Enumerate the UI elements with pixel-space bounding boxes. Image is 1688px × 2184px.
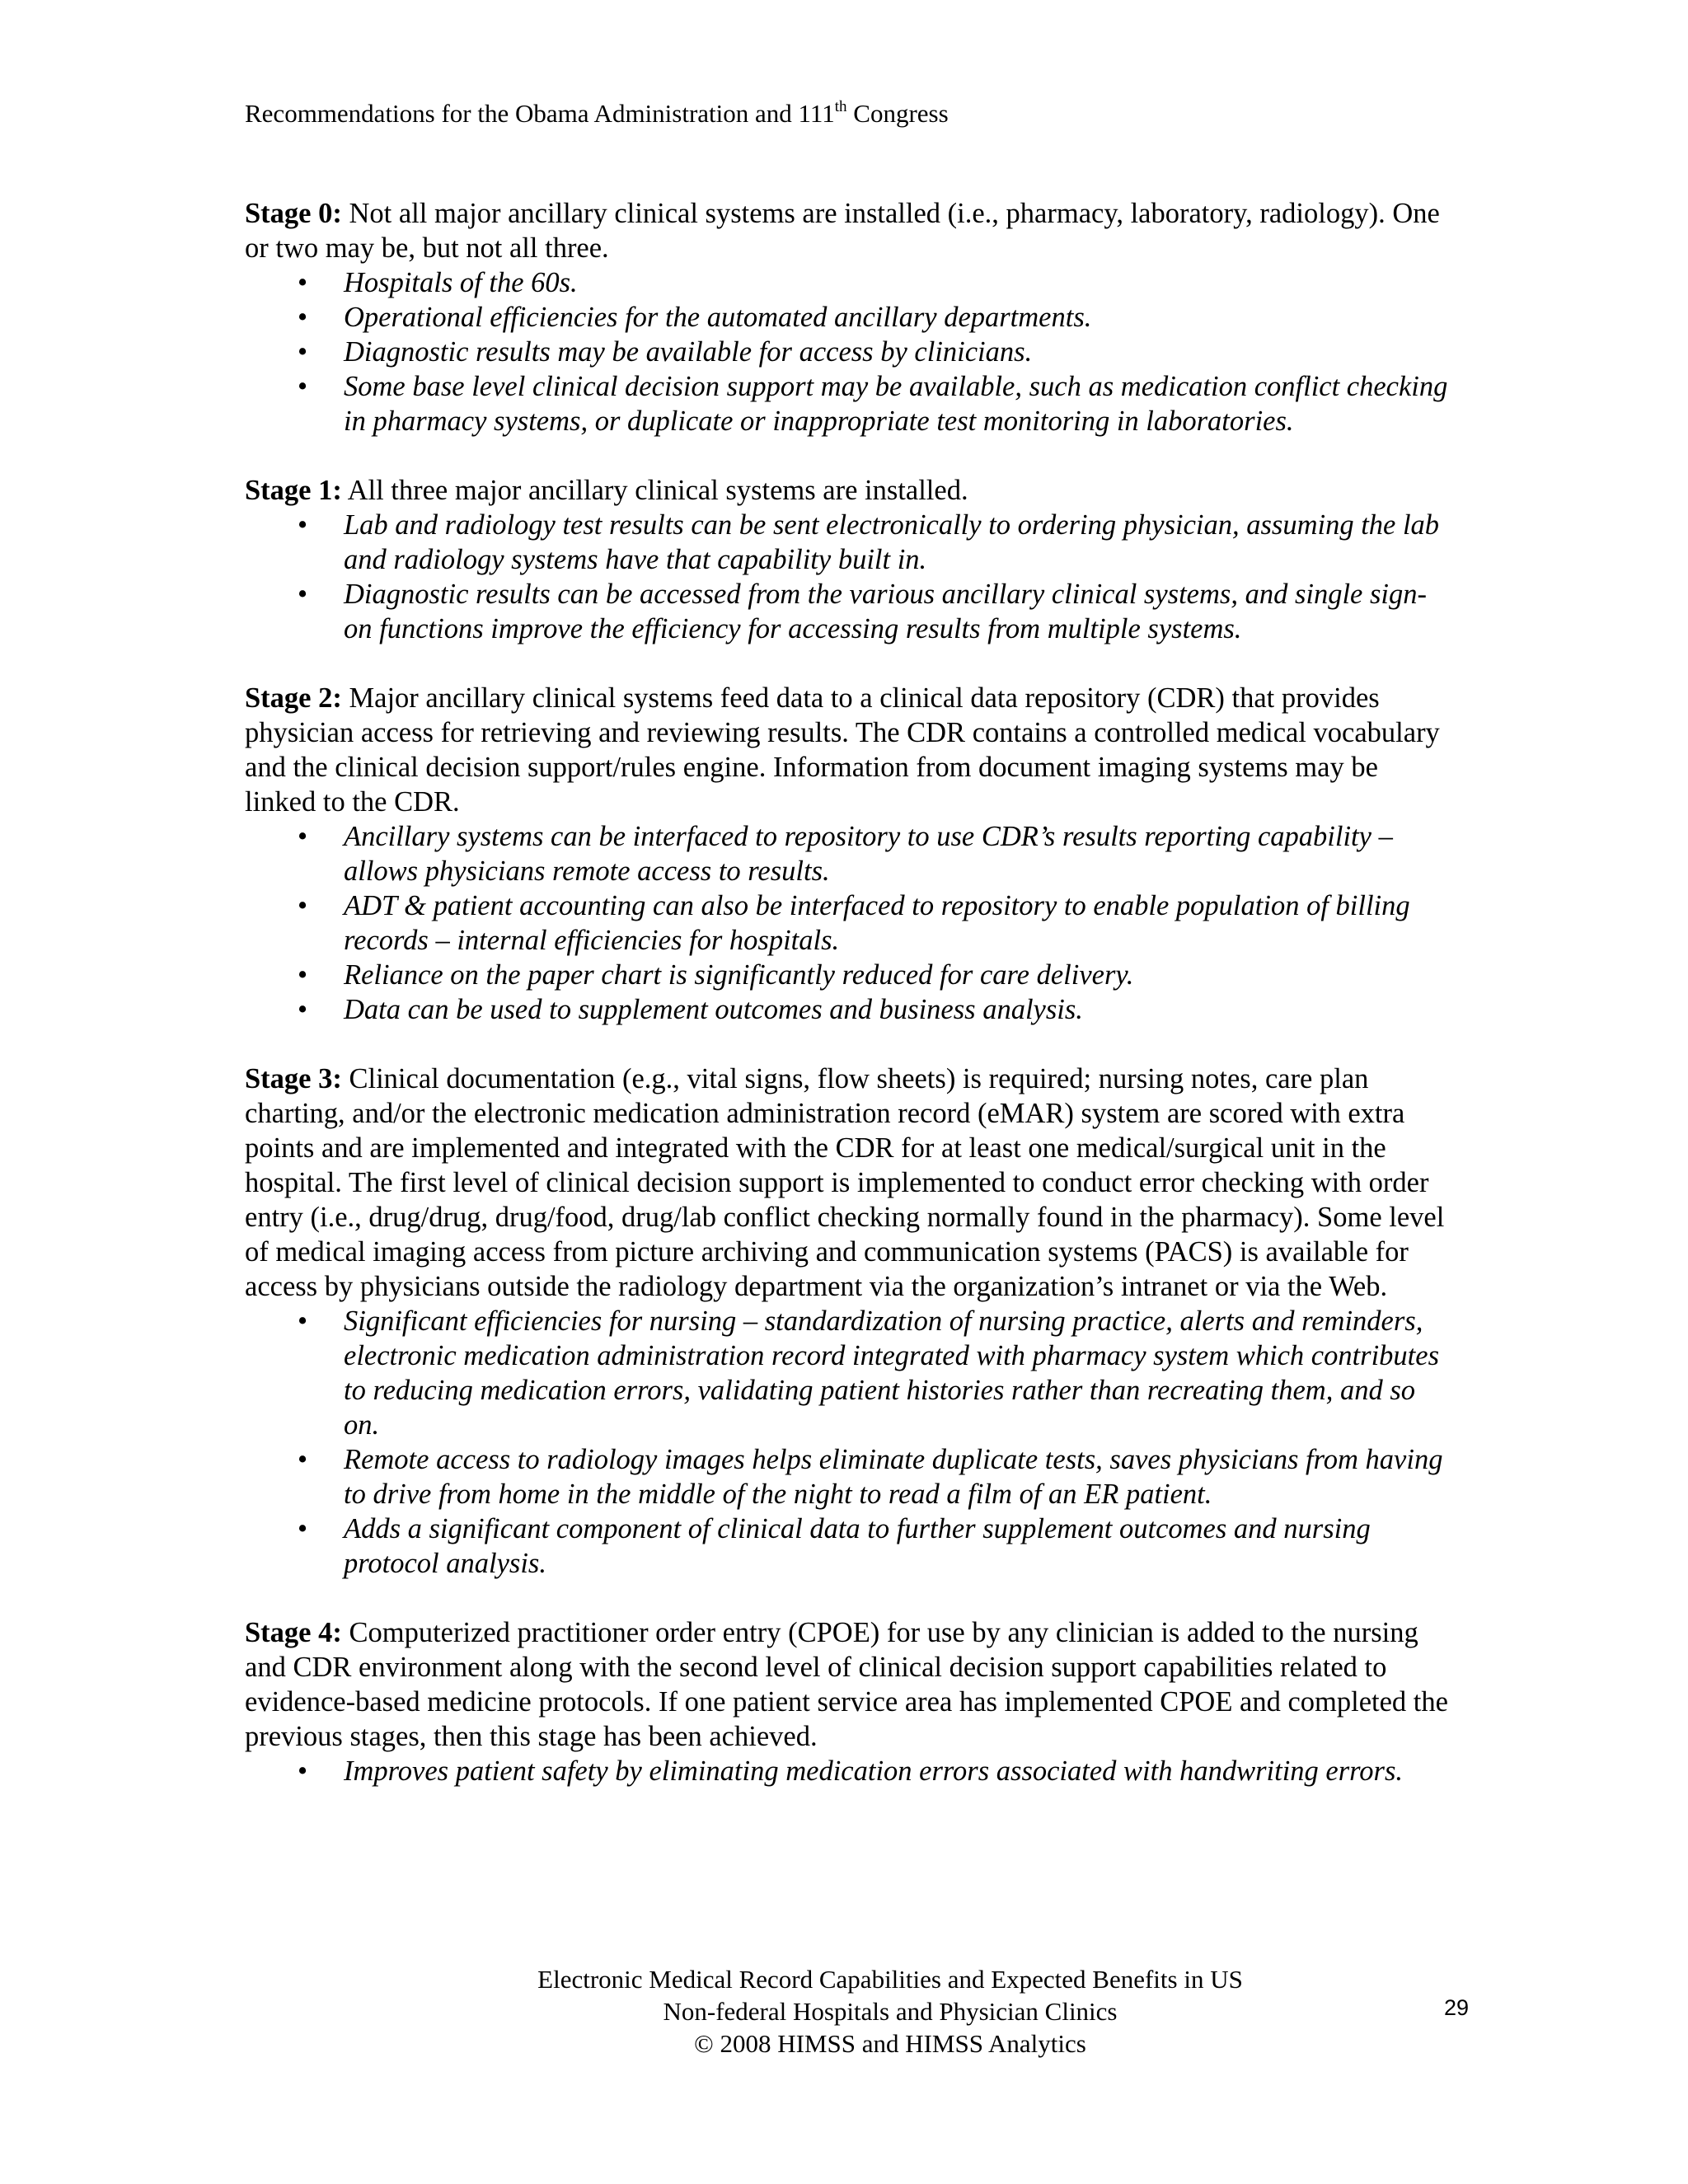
bullet-icon: • bbox=[298, 509, 308, 541]
footer-copyright: © 2008 HIMSS and HIMSS Analytics bbox=[694, 2029, 1086, 2058]
bullet-icon: • bbox=[298, 1513, 308, 1544]
bullet-text: Data can be used to supplement outcomes and business analysis. bbox=[344, 994, 1083, 1025]
bullet-item bbox=[245, 300, 1448, 335]
running-header-text-end: Congress bbox=[846, 99, 949, 128]
bullet-text: Ancillary systems can be interfaced to repository to use CDR’s results reporting capability – allows physicians remote access to results. bbox=[344, 821, 1393, 887]
stage-3-bullet-list bbox=[245, 1304, 1448, 1581]
footer-line-1: Electronic Medical Record Capabilities and Expected Benefits in US bbox=[537, 1965, 1243, 1994]
stage-2-paragraph bbox=[245, 681, 1448, 819]
bullet-text: ADT & patient accounting can also be interfaced to repository to enable population of billing records – internal efficiencies for hospitals. bbox=[344, 890, 1410, 956]
running-header-superscript: th bbox=[834, 97, 847, 115]
bullet-icon: • bbox=[298, 1305, 308, 1337]
stage-1-text: All three major ancillary clinical systems are installed. bbox=[341, 475, 968, 506]
stage-2-bullet-list bbox=[245, 819, 1448, 1027]
bullet-item bbox=[245, 508, 1448, 577]
stage-2-label: Stage 2: bbox=[245, 682, 342, 714]
stage-0-bullet-list bbox=[245, 265, 1448, 438]
bullet-item bbox=[245, 1442, 1448, 1511]
stage-3-section bbox=[245, 1062, 1448, 1581]
bullet-item bbox=[245, 369, 1448, 438]
bullet-item bbox=[245, 335, 1448, 369]
stage-0-label: Stage 0: bbox=[245, 198, 342, 229]
footer-line-2: Non-federal Hospitals and Physician Clinics bbox=[663, 1997, 1118, 2026]
bullet-text: Diagnostic results can be accessed from the various ancillary clinical systems, and single sign-on functions improve the efficiency for accessing results from multiple systems. bbox=[344, 579, 1427, 644]
bullet-item bbox=[245, 1754, 1448, 1788]
page-number: 29 bbox=[1444, 1995, 1470, 2020]
stage-2-section bbox=[245, 681, 1448, 1027]
bullet-text: Improves patient safety by eliminating medication errors associated with handwriting errors. bbox=[344, 1755, 1404, 1787]
stage-4-section bbox=[245, 1615, 1448, 1788]
bullet-item bbox=[245, 992, 1448, 1027]
stage-4-bullet-list bbox=[245, 1754, 1448, 1788]
page-footer bbox=[247, 1963, 1533, 2060]
bullet-text: Significant efficiencies for nursing – standardization of nursing practice, alerts and reminders, electronic medication administration record integrated with pharmacy system which contributes to reducing medication errors, validating patient histories rather than recreating them, and so on. bbox=[344, 1305, 1440, 1441]
bullet-icon: • bbox=[298, 890, 308, 921]
stage-4-text: Computerized practitioner order entry (CPOE) for use by any clinician is added to the nursing and CDR environment along with the second level of clinical decision support capabilities related to evidence-based medicine protocols. If one patient service area has implemented CPOE and completed the previous stages, then this stage has been achieved. bbox=[245, 1617, 1448, 1752]
stage-0-text: Not all major ancillary clinical systems are installed (i.e., pharmacy, laboratory, radiology). One or two may be, but not all three. bbox=[245, 198, 1440, 264]
bullet-icon: • bbox=[298, 267, 308, 298]
bullet-text: Adds a significant component of clinical data to further supplement outcomes and nursing protocol analysis. bbox=[344, 1513, 1371, 1579]
bullet-icon: • bbox=[298, 336, 308, 368]
bullet-text: Some base level clinical decision support may be available, such as medication conflict checking in pharmacy systems, or duplicate or inappropriate test monitoring in laboratories. bbox=[344, 371, 1448, 437]
stage-2-text: Major ancillary clinical systems feed data to a clinical data repository (CDR) that provides physician access for retrieving and reviewing results. The CDR contains a controlled medical vocabulary and the clinical decision support/rules engine. Information from document imaging systems may be linked to the CDR. bbox=[245, 682, 1440, 818]
bullet-icon: • bbox=[298, 302, 308, 333]
stage-1-bullet-list bbox=[245, 508, 1448, 646]
bullet-text: Remote access to radiology images helps eliminate duplicate tests, saves physicians from having to drive from home in the middle of the night to read a film of an ER patient. bbox=[344, 1444, 1443, 1510]
bullet-item bbox=[245, 888, 1448, 958]
bullet-item bbox=[245, 577, 1448, 646]
stage-1-paragraph bbox=[245, 473, 1448, 508]
bullet-icon: • bbox=[298, 994, 308, 1025]
stage-1-label: Stage 1: bbox=[245, 475, 342, 506]
bullet-item bbox=[245, 1511, 1448, 1581]
bullet-icon: • bbox=[298, 1755, 308, 1787]
bullet-icon: • bbox=[298, 821, 308, 852]
bullet-text: Reliance on the paper chart is significantly reduced for care delivery. bbox=[344, 959, 1134, 991]
stage-3-paragraph bbox=[245, 1062, 1448, 1304]
stage-4-label: Stage 4: bbox=[245, 1617, 342, 1648]
bullet-item bbox=[245, 265, 1448, 300]
bullet-text: Operational efficiencies for the automated ancillary departments. bbox=[344, 302, 1092, 333]
stage-3-label: Stage 3: bbox=[245, 1063, 342, 1094]
bullet-text: Lab and radiology test results can be sent electronically to ordering physician, assuming the lab and radiology systems have that capability built in. bbox=[344, 509, 1440, 575]
stage-3-text: Clinical documentation (e.g., vital signs, flow sheets) is required; nursing notes, care plan charting, and/or the electronic medication administration record (eMAR) system are scored with extra points and are implemented and integrated with the CDR for at least one medical/surgical unit in the hospital. The first level of clinical decision support is implemented to conduct error checking with order entry (i.e., drug/drug, drug/food, drug/lab conflict checking normally found in the pharmacy). Some level of medical imaging access from picture archiving and communication systems (PACS) is available for access by physicians outside the radiology department via the organization’s intranet or via the Web. bbox=[245, 1063, 1445, 1302]
running-header-text: Recommendations for the Obama Administration and 111 bbox=[245, 99, 835, 128]
running-header bbox=[245, 97, 949, 130]
bullet-icon: • bbox=[298, 579, 308, 610]
stage-4-paragraph bbox=[245, 1615, 1448, 1754]
bullet-icon: • bbox=[298, 959, 308, 991]
document-body bbox=[245, 196, 1448, 1823]
bullet-text: Diagnostic results may be available for access by clinicians. bbox=[344, 336, 1033, 368]
bullet-item bbox=[245, 1304, 1448, 1442]
bullet-item bbox=[245, 819, 1448, 888]
stage-0-section bbox=[245, 196, 1448, 438]
bullet-text: Hospitals of the 60s. bbox=[344, 267, 578, 298]
bullet-icon: • bbox=[298, 371, 308, 402]
bullet-item bbox=[245, 958, 1448, 992]
stage-1-section bbox=[245, 473, 1448, 646]
stage-0-paragraph bbox=[245, 196, 1448, 265]
bullet-icon: • bbox=[298, 1444, 308, 1475]
